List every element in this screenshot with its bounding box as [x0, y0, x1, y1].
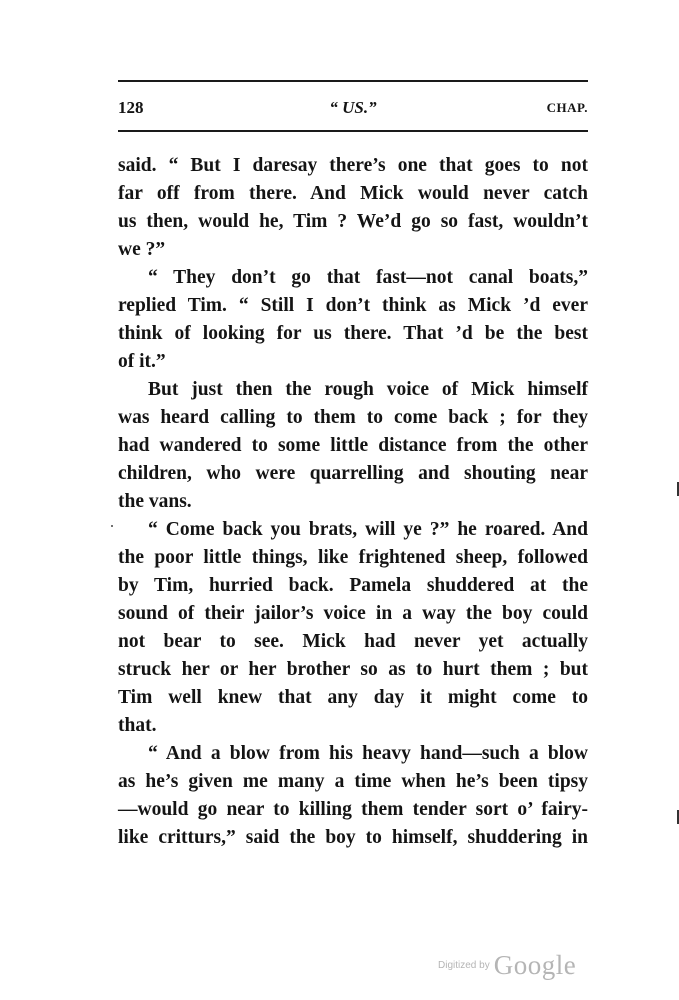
text-line: said. “ But I daresay there’s one that goes to not — [118, 155, 588, 176]
text-line: Tim well knew that any day it might come to — [118, 687, 588, 708]
text-line: of it.” — [118, 351, 166, 372]
text-line: “ And a blow from his heavy hand—such a blow — [148, 743, 588, 764]
text-line: think of looking for us there. That ’d be the best — [118, 323, 588, 344]
text-line: far off from there. And Mick would never catch — [118, 183, 588, 204]
text-line: as he’s given me many a time when he’s been tipsy — [118, 771, 588, 792]
text-line: the poor little things, like frightened sheep, followed — [118, 547, 588, 568]
text-line: sound of their jailor’s voice in a way the boy could — [118, 603, 588, 624]
text-line: replied Tim. “ Still I don’t think as Mick ’d ever — [118, 295, 588, 316]
running-head — [118, 98, 588, 124]
watermark-brand: Google — [493, 950, 577, 980]
text-line: struck her or her brother so as to hurt them ; but — [118, 659, 588, 680]
page-number: 128 — [118, 98, 144, 117]
text-line: “ They don’t go that fast—not canal boats,” — [148, 267, 588, 288]
header-top-rule — [118, 80, 588, 82]
watermark-prefix: Digitized by — [438, 960, 490, 971]
body-text — [118, 152, 588, 852]
text-line: by Tim, hurried back. Pamela shuddered at the — [118, 575, 588, 596]
text-line: that. — [118, 715, 157, 736]
text-line: “ Come back you brats, will ye ?” he roared. And — [148, 519, 588, 540]
text-line: But just then the rough voice of Mick himself — [148, 379, 588, 400]
text-line: us then, would he, Tim ? We’d go so fast, wouldn’t — [118, 211, 588, 232]
text-line: had wandered to some little distance from the other — [118, 435, 588, 456]
text-line: like critturs,” said the boy to himself, shuddering in — [118, 827, 588, 848]
chapter-abbrev: CHAP. — [546, 100, 588, 115]
scan-speck — [111, 525, 113, 527]
running-title: “ US.” — [329, 98, 377, 117]
text-line: we ?” — [118, 239, 166, 260]
text-line: —would go near to killing them tender sort o’ fairy- — [118, 799, 588, 820]
digitized-watermark — [438, 950, 576, 981]
text-line: was heard calling to them to come back ; for they — [118, 407, 588, 428]
text-line: children, who were quarrelling and shouting near — [118, 463, 588, 484]
text-line: the vans. — [118, 491, 192, 512]
header-bottom-rule — [118, 130, 588, 132]
text-line: not bear to see. Mick had never yet actually — [118, 631, 588, 652]
